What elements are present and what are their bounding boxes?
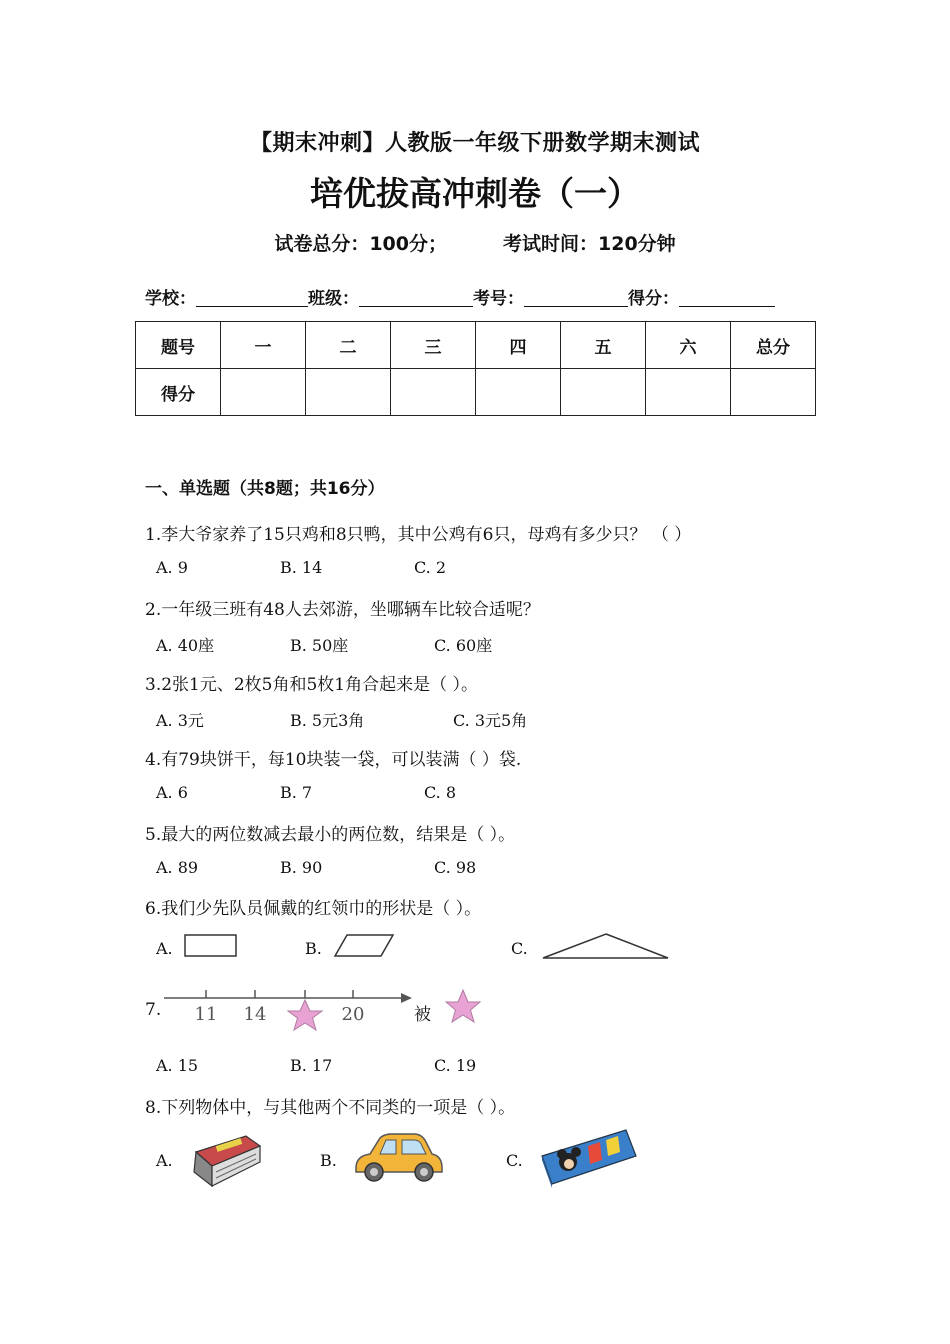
exam-time: 考试时间：120分钟 — [503, 233, 676, 255]
exam-subtitle: 培优拔高冲刺卷（一） — [310, 174, 640, 213]
question-1: 1.李大爷家养了15只鸡和8只鸭，其中公鸡有6只，母鸡有多少只？ （ ） — [145, 525, 692, 545]
rectangle-shape — [183, 933, 239, 959]
option-c[interactable]: C. 2 — [414, 558, 447, 577]
table-cell[interactable] — [306, 369, 391, 416]
table-cell: 一 — [221, 322, 306, 369]
option-b[interactable]: B. 90 — [280, 858, 323, 877]
total-score: 试卷总分：100分； — [274, 233, 447, 255]
option-b[interactable]: B. — [320, 1151, 337, 1170]
table-cell[interactable] — [221, 369, 306, 416]
option-c[interactable]: C. 60座 — [434, 636, 493, 655]
option-a[interactable]: A. — [156, 939, 173, 958]
question-7: 7. — [145, 1000, 162, 1020]
table-cell[interactable] — [391, 369, 476, 416]
option-b[interactable]: B. 7 — [280, 783, 313, 802]
question-2: 2.一年级三班有48人去郊游，坐哪辆车比较合适呢？ — [145, 600, 540, 620]
table-cell: 得分 — [136, 369, 221, 416]
score-label: 得分： — [628, 289, 679, 309]
question-8: 8.下列物体中，与其他两个不同类的一项是（ ）。 — [145, 1098, 516, 1118]
option-b[interactable]: B. — [305, 939, 322, 958]
student-info-line — [145, 284, 775, 309]
table-cell[interactable] — [476, 369, 561, 416]
option-c[interactable]: C. — [511, 939, 528, 958]
exam-no-label: 考号： — [473, 289, 524, 309]
option-b[interactable]: B. 5元3角 — [290, 711, 365, 730]
tick-label: 20 — [341, 1004, 365, 1025]
option-c[interactable]: C. 8 — [424, 783, 457, 802]
car-icon — [350, 1128, 446, 1186]
table-cell[interactable] — [646, 369, 731, 416]
option-c[interactable]: C. 98 — [434, 858, 477, 877]
number-line — [160, 982, 420, 1038]
table-cell: 总分 — [731, 322, 816, 369]
option-a[interactable]: A. 9 — [156, 558, 188, 577]
table-cell: 五 — [561, 322, 646, 369]
table-cell: 四 — [476, 322, 561, 369]
question-5: 5.最大的两位数减去最小的两位数，结果是（ ）。 — [145, 825, 516, 845]
triangle-shape — [540, 932, 672, 962]
star-icon — [288, 1000, 322, 1030]
table-cell: 二 — [306, 322, 391, 369]
table-cell: 六 — [646, 322, 731, 369]
table-cell: 三 — [391, 322, 476, 369]
option-a[interactable]: A. 15 — [156, 1056, 199, 1075]
score-blank[interactable] — [679, 289, 775, 307]
table-row — [136, 369, 816, 416]
score-table — [135, 321, 816, 416]
class-blank[interactable] — [359, 289, 473, 307]
option-b[interactable]: B. 14 — [280, 558, 323, 577]
parallelogram-shape — [333, 933, 397, 959]
table-cell[interactable] — [731, 369, 816, 416]
option-a[interactable]: A. 6 — [156, 783, 188, 802]
option-c[interactable]: C. 3元5角 — [453, 711, 528, 730]
option-a[interactable]: A. 89 — [156, 858, 199, 877]
star-icon — [444, 988, 482, 1026]
section-title: 一、单选题（共8题；共16分） — [145, 479, 385, 499]
exam-no-blank[interactable] — [524, 289, 628, 307]
question-6: 6.我们少先队员佩戴的红领巾的形状是（ ）。 — [145, 899, 482, 919]
exam-title: 【期末冲刺】人教版一年级下册数学期末测试 — [249, 131, 700, 156]
table-cell[interactable] — [561, 369, 646, 416]
option-a[interactable]: A. — [156, 1151, 173, 1170]
table-cell: 题号 — [136, 322, 221, 369]
option-b[interactable]: B. 17 — [290, 1056, 333, 1075]
tick-label: 14 — [243, 1004, 267, 1025]
question-4: 4.有79块饼干，每10块装一袋，可以装满（ ）袋. — [145, 750, 522, 770]
class-label: 班级： — [308, 289, 359, 309]
exam-meta — [0, 229, 950, 256]
book-icon — [186, 1132, 262, 1190]
school-label: 学校： — [145, 289, 196, 309]
school-blank[interactable] — [196, 289, 308, 307]
option-c[interactable]: C. — [506, 1151, 523, 1170]
option-a[interactable]: A. 3元 — [156, 711, 204, 730]
question-7-suffix: 被 — [414, 1005, 431, 1025]
pencil-box-icon — [538, 1126, 640, 1190]
question-3: 3.2张1元、2枚5角和5枚1角合起来是（ ）。 — [145, 675, 479, 695]
option-a[interactable]: A. 40座 — [156, 636, 215, 655]
tick-label: 11 — [194, 1004, 218, 1025]
option-b[interactable]: B. 50座 — [290, 636, 349, 655]
option-c[interactable]: C. 19 — [434, 1056, 477, 1075]
table-row — [136, 322, 816, 369]
